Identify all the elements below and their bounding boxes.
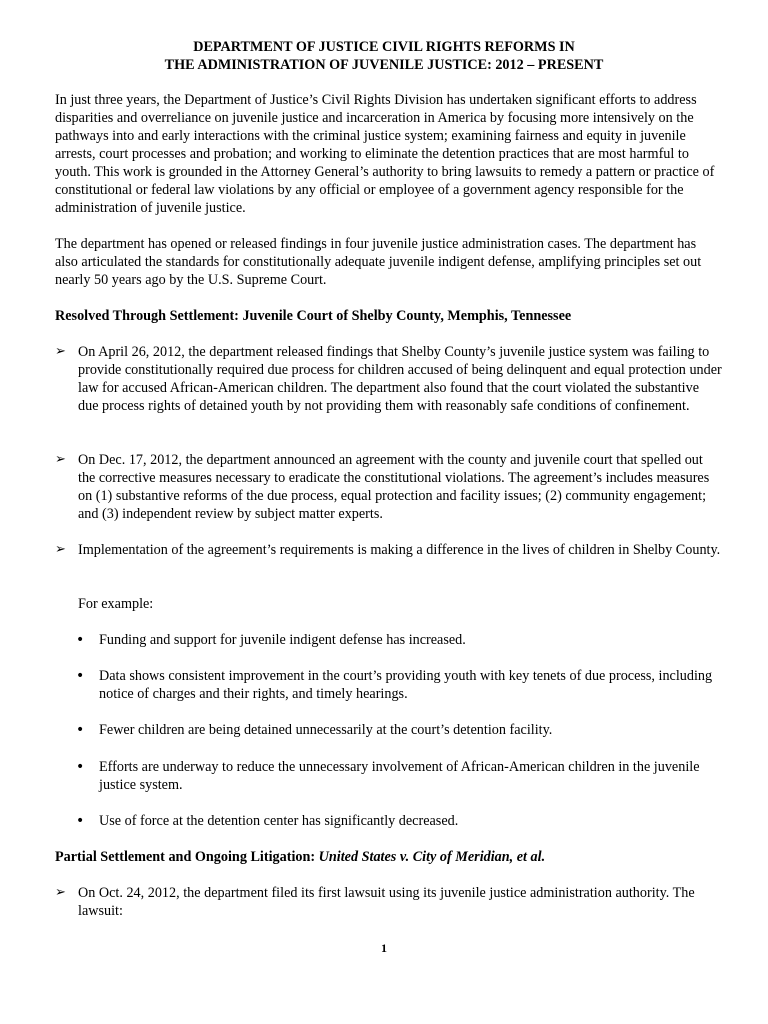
section-1-heading: Resolved Through Settlement: Juvenile Court of Shelby County, Memphis, Tennessee (55, 308, 572, 324)
section-2-heading (55, 848, 735, 866)
arrow-bullet-icon: ➢ (55, 542, 66, 557)
section-2-heading-plain: Partial Settlement and Ongoing Litigation: (55, 849, 319, 865)
section-1-bullet-item: Funding and support for juvenile indigent defense has increased. (99, 632, 466, 648)
for-example-label: For example: (78, 596, 154, 612)
section-1-bullet-item: Efforts are underway to reduce the unnecessary involvement of African-American children in the juvenile justice system. (99, 759, 700, 793)
bullet-dot-icon: • (76, 813, 85, 829)
section-1-bullet-item: Data shows consistent improvement in the court’s providing youth with key tenets of due process, including notice of charges and their rights, and timely hearings. (99, 668, 713, 702)
second-paragraph: The department has opened or released findings in four juvenile justice administration cases. The department has also articulated the standards for constitutionally adequate juvenile indigent defense, amplifying principles set out nearly 50 years ago by the U.S. Supreme Court. (55, 236, 702, 288)
title-line-2: THE ADMINISTRATION OF JUVENILE JUSTICE: 2012 – PRESENT (164, 57, 604, 73)
arrow-bullet-icon: ➢ (55, 344, 66, 359)
title-line-1: DEPARTMENT OF JUSTICE CIVIL RIGHTS REFORMS IN (193, 39, 575, 55)
bullet-dot-icon: • (76, 722, 85, 738)
section-1-arrow-item: On April 26, 2012, the department released findings that Shelby County’s juvenile justice system was failing to provide constitutionally required due process for children accused of being delinquent and equal protection under law for accused African-American children. The department also found that the court violated the substantive due process rights of detained youth by not providing them with reasonably safe conditions of confinement. (78, 344, 722, 414)
bullet-dot-icon: • (76, 632, 85, 648)
section-1-bullet-item: Use of force at the detention center has significantly decreased. (99, 813, 459, 829)
page-number: 1 (381, 941, 387, 955)
section-1-arrow-item: On Dec. 17, 2012, the department announced an agreement with the county and juvenile court that spelled out the corrective measures necessary to eradicate the constitutional violations. The agreement’s includes measures on (1) substantive reforms of the due process, equal protection and facility issues; (2) community engagement; and (3) independent review by subject matter experts. (78, 452, 710, 522)
document-title (0, 38, 768, 74)
section-2-arrow-item: On Oct. 24, 2012, the department filed its first lawsuit using its juvenile justice administration authority. The lawsuit: (78, 885, 695, 919)
section-1-arrow-item: Implementation of the agreement’s requirements is making a difference in the lives of children in Shelby County. (78, 542, 721, 558)
bullet-dot-icon: • (76, 759, 85, 775)
arrow-bullet-icon: ➢ (55, 452, 66, 467)
section-1-bullet-item: Fewer children are being detained unnecessarily at the court’s detention facility. (99, 722, 553, 738)
section-2-heading-case-name: United States v. City of Meridian, et al. (318, 849, 546, 865)
intro-paragraph: In just three years, the Department of Justice’s Civil Rights Division has undertaken significant efforts to address disparities and overreliance on juvenile justice and incarceration in America by focusing more intensively on the pathways into and early interactions with the criminal justice system; examining fairness and equity in juvenile arrests, court processes and probation; and working to eliminate the detention practices that are most harmful to youth. This work is grounded in the Attorney General’s authority to bring lawsuits to remedy a pattern or practice of constitutional or federal law violations by any official or employee of a government agency responsible for the administration of juvenile justice. (55, 92, 715, 216)
arrow-bullet-icon: ➢ (55, 885, 66, 900)
bullet-dot-icon: • (76, 668, 85, 684)
